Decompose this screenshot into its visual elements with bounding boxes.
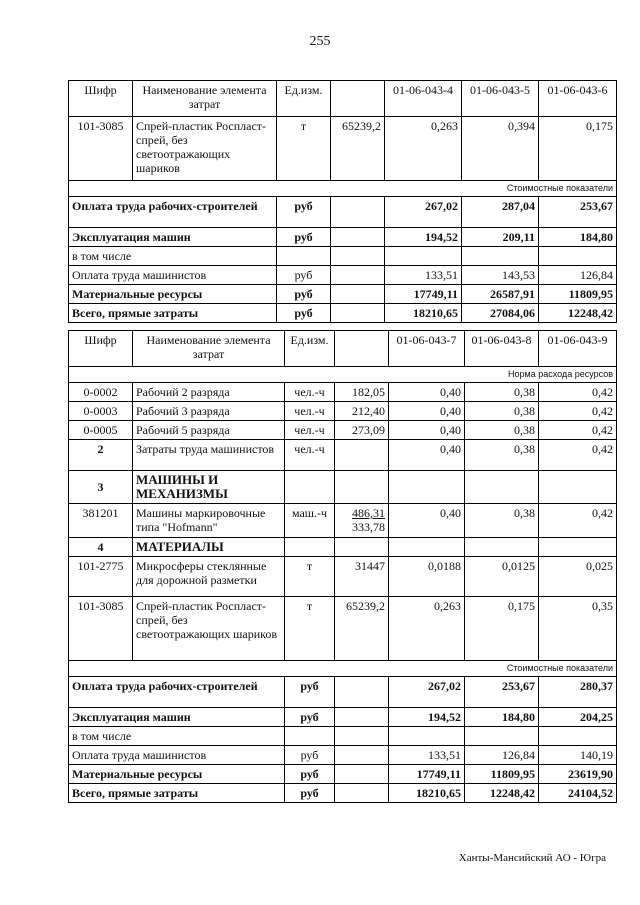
price-b: 333,78 <box>352 520 385 534</box>
row-value: 0,38 <box>465 402 539 421</box>
band-row <box>69 367 617 383</box>
header-price <box>335 331 389 367</box>
row-name: в том числе <box>69 247 277 266</box>
empty-cell <box>539 471 617 504</box>
row-unit: руб <box>277 266 331 285</box>
row-name: Затраты труда машинистов <box>133 440 285 471</box>
row-name: Эксплуатация машин <box>69 228 277 247</box>
row-value: 27084,06 <box>462 304 539 323</box>
header-col: 01-06-043-5 <box>462 81 539 117</box>
row-value: 18210,65 <box>385 304 462 323</box>
row-value: 12248,42 <box>465 784 539 803</box>
row-value: 11809,95 <box>465 765 539 784</box>
row-price: 31447 <box>335 557 389 597</box>
row-value: 26587,91 <box>462 285 539 304</box>
row-value: 17749,11 <box>385 285 462 304</box>
section-code: 4 <box>69 538 133 557</box>
cost-row <box>69 304 617 323</box>
row-value: 0,40 <box>389 421 465 440</box>
section-title: МАТЕРИАЛЫ <box>133 538 285 557</box>
row-value: 17749,11 <box>389 765 465 784</box>
row-name: Оплата труда рабочих-строителей <box>69 677 285 708</box>
table-row <box>69 117 617 181</box>
row-price <box>331 197 385 228</box>
row-name: Оплата труда машинистов <box>69 746 285 765</box>
row-price <box>335 504 389 538</box>
row-code: 101-3085 <box>69 597 133 661</box>
row-name: Рабочий 3 разряда <box>133 402 285 421</box>
row-name: в том числе <box>69 727 285 746</box>
material-row <box>69 597 617 661</box>
row-value: 204,25 <box>539 708 617 727</box>
cost-row <box>69 285 617 304</box>
row-value: 0,42 <box>539 421 617 440</box>
empty-cell <box>285 538 335 557</box>
band-label: Стоимостные показатели <box>69 661 617 677</box>
row-unit: т <box>285 557 335 597</box>
row-price <box>335 727 389 746</box>
empty-cell <box>389 471 465 504</box>
material-row <box>69 557 617 597</box>
row-value: 280,37 <box>539 677 617 708</box>
row-name: Рабочий 5 разряда <box>133 421 285 440</box>
row-price <box>335 440 389 471</box>
row-value: 184,80 <box>539 228 617 247</box>
row-code: 0-0003 <box>69 402 133 421</box>
row-name: Материальные ресурсы <box>69 285 277 304</box>
row-value: 0,38 <box>465 504 539 538</box>
row-unit: руб <box>277 285 331 304</box>
row-unit <box>277 247 331 266</box>
section-title: МАШИНЫ И МЕХАНИЗМЫ <box>133 471 285 504</box>
band-row <box>69 661 617 677</box>
row-value: 0,35 <box>539 597 617 661</box>
row-code: 101-2775 <box>69 557 133 597</box>
price-a: 486,31 <box>352 506 385 520</box>
row-value <box>465 727 539 746</box>
empty-cell <box>465 538 539 557</box>
row-price: 65239,2 <box>331 117 385 181</box>
cost-row <box>69 197 617 228</box>
row-unit: т <box>285 597 335 661</box>
row-value: 143,53 <box>462 266 539 285</box>
row-name: Спрей-пластик Роспласт-спрей, без светоотражающих шариков <box>133 597 285 661</box>
row-value: 184,80 <box>465 708 539 727</box>
worker-row <box>69 421 617 440</box>
header-col: 01-06-043-9 <box>539 331 617 367</box>
header-name: Наименование элемента затрат <box>133 331 285 367</box>
row-name: Рабочий 2 разряда <box>133 383 285 402</box>
row-price: 212,40 <box>335 402 389 421</box>
row-value: 0,40 <box>389 402 465 421</box>
row-value: 0,42 <box>539 504 617 538</box>
row-unit: руб <box>277 197 331 228</box>
row-value: 0,38 <box>465 383 539 402</box>
row-name: Машины маркировочные типа "Hofmann" <box>133 504 285 538</box>
worker-row <box>69 383 617 402</box>
row-code: 2 <box>69 440 133 471</box>
cost-row <box>69 708 617 727</box>
row-price <box>335 765 389 784</box>
header-code: Шифр <box>69 81 133 117</box>
row-value: 24104,52 <box>539 784 617 803</box>
header-col: 01-06-043-7 <box>389 331 465 367</box>
table-header <box>69 331 617 367</box>
row-value: 267,02 <box>385 197 462 228</box>
row-value: 194,52 <box>389 708 465 727</box>
section-row-materials <box>69 538 617 557</box>
row-value: 0,40 <box>389 504 465 538</box>
row-value: 0,175 <box>465 597 539 661</box>
page-number: 255 <box>309 34 331 49</box>
row-name: Оплата труда рабочих-строителей <box>69 197 277 228</box>
band-label: Норма расхода ресурсов <box>69 367 617 383</box>
row-price <box>335 708 389 727</box>
row-unit: т <box>277 117 331 181</box>
row-price: 182,05 <box>335 383 389 402</box>
row-price <box>331 247 385 266</box>
row-value: 0,263 <box>389 597 465 661</box>
row-code: 381201 <box>69 504 133 538</box>
header-code: Шифр <box>69 331 133 367</box>
row-unit: чел.-ч <box>285 421 335 440</box>
row-value: 0,0188 <box>389 557 465 597</box>
row-price <box>331 285 385 304</box>
row-name: Спрей-пластик Роспласт-спрей, без светоотражающих шариков <box>133 117 277 181</box>
row-value <box>539 727 617 746</box>
row-name: Микросферы стеклянные для дорожной разметки <box>133 557 285 597</box>
row-value: 267,02 <box>389 677 465 708</box>
row-name: Всего, прямые затраты <box>69 784 285 803</box>
table-header <box>69 81 617 117</box>
row-price <box>331 266 385 285</box>
row-value <box>462 247 539 266</box>
row-unit: руб <box>285 784 335 803</box>
row-value: 0,40 <box>389 383 465 402</box>
row-name: Оплата труда машинистов <box>69 266 277 285</box>
row-name: Материальные ресурсы <box>69 765 285 784</box>
row-price: 65239,2 <box>335 597 389 661</box>
row-value: 287,04 <box>462 197 539 228</box>
row-unit: маш.-ч <box>285 504 335 538</box>
band-row <box>69 181 617 197</box>
row-value: 133,51 <box>385 266 462 285</box>
row-unit: чел.-ч <box>285 383 335 402</box>
row-value: 0,0125 <box>465 557 539 597</box>
header-col: 01-06-043-6 <box>539 81 617 117</box>
labor-row <box>69 440 617 471</box>
row-unit: руб <box>285 708 335 727</box>
band-label: Стоимостные показатели <box>69 181 617 197</box>
row-value: 0,42 <box>539 440 617 471</box>
row-value: 133,51 <box>389 746 465 765</box>
row-value: 253,67 <box>465 677 539 708</box>
row-name: Всего, прямые затраты <box>69 304 277 323</box>
cost-row <box>69 247 617 266</box>
row-value: 0,175 <box>539 117 617 181</box>
row-value: 0,394 <box>462 117 539 181</box>
row-price: 273,09 <box>335 421 389 440</box>
machine-row <box>69 504 617 538</box>
cost-row <box>69 677 617 708</box>
row-value: 140,19 <box>539 746 617 765</box>
row-value: 0,40 <box>389 440 465 471</box>
row-value: 209,11 <box>462 228 539 247</box>
row-value <box>385 247 462 266</box>
header-unit: Ед.изм. <box>277 81 331 117</box>
rates-table-2 <box>68 330 617 803</box>
cost-row <box>69 228 617 247</box>
empty-cell <box>465 471 539 504</box>
row-price <box>335 746 389 765</box>
row-code: 0-0005 <box>69 421 133 440</box>
header-col: 01-06-043-8 <box>465 331 539 367</box>
row-value: 126,84 <box>539 266 617 285</box>
cost-row <box>69 765 617 784</box>
header-price <box>331 81 385 117</box>
row-unit: чел.-ч <box>285 402 335 421</box>
row-value <box>389 727 465 746</box>
rates-table-1 <box>68 80 617 323</box>
cost-row <box>69 727 617 746</box>
row-price <box>331 304 385 323</box>
row-value: 253,67 <box>539 197 617 228</box>
row-unit <box>285 727 335 746</box>
row-unit: руб <box>285 765 335 784</box>
empty-cell <box>335 538 389 557</box>
row-value: 23619,90 <box>539 765 617 784</box>
row-value: 12248,42 <box>539 304 617 323</box>
row-value: 0,38 <box>465 440 539 471</box>
empty-cell <box>539 538 617 557</box>
row-name: Эксплуатация машин <box>69 708 285 727</box>
worker-row <box>69 402 617 421</box>
empty-cell <box>389 538 465 557</box>
row-value <box>539 247 617 266</box>
header-name: Наименование элемента затрат <box>133 81 277 117</box>
row-code: 101-3085 <box>69 117 133 181</box>
row-value: 18210,65 <box>389 784 465 803</box>
section-row-machines <box>69 471 617 504</box>
cost-row <box>69 746 617 765</box>
row-value: 0,42 <box>539 402 617 421</box>
row-unit: руб <box>285 746 335 765</box>
section-code: 3 <box>69 471 133 504</box>
row-unit: руб <box>277 228 331 247</box>
row-value: 0,025 <box>539 557 617 597</box>
row-value: 0,38 <box>465 421 539 440</box>
row-unit: чел.-ч <box>285 440 335 471</box>
row-value: 0,42 <box>539 383 617 402</box>
empty-cell <box>285 471 335 504</box>
row-value: 11809,95 <box>539 285 617 304</box>
row-price <box>335 677 389 708</box>
header-unit: Ед.изм. <box>285 331 335 367</box>
row-value: 0,263 <box>385 117 462 181</box>
row-price <box>335 784 389 803</box>
cost-row <box>69 266 617 285</box>
footer-region: Ханты-Мансийский АО - Югра <box>458 852 606 864</box>
row-price <box>331 228 385 247</box>
row-value: 126,84 <box>465 746 539 765</box>
empty-cell <box>335 471 389 504</box>
header-col: 01-06-043-4 <box>385 81 462 117</box>
row-unit: руб <box>285 677 335 708</box>
row-value: 194,52 <box>385 228 462 247</box>
row-unit: руб <box>277 304 331 323</box>
cost-row <box>69 784 617 803</box>
row-code: 0-0002 <box>69 383 133 402</box>
